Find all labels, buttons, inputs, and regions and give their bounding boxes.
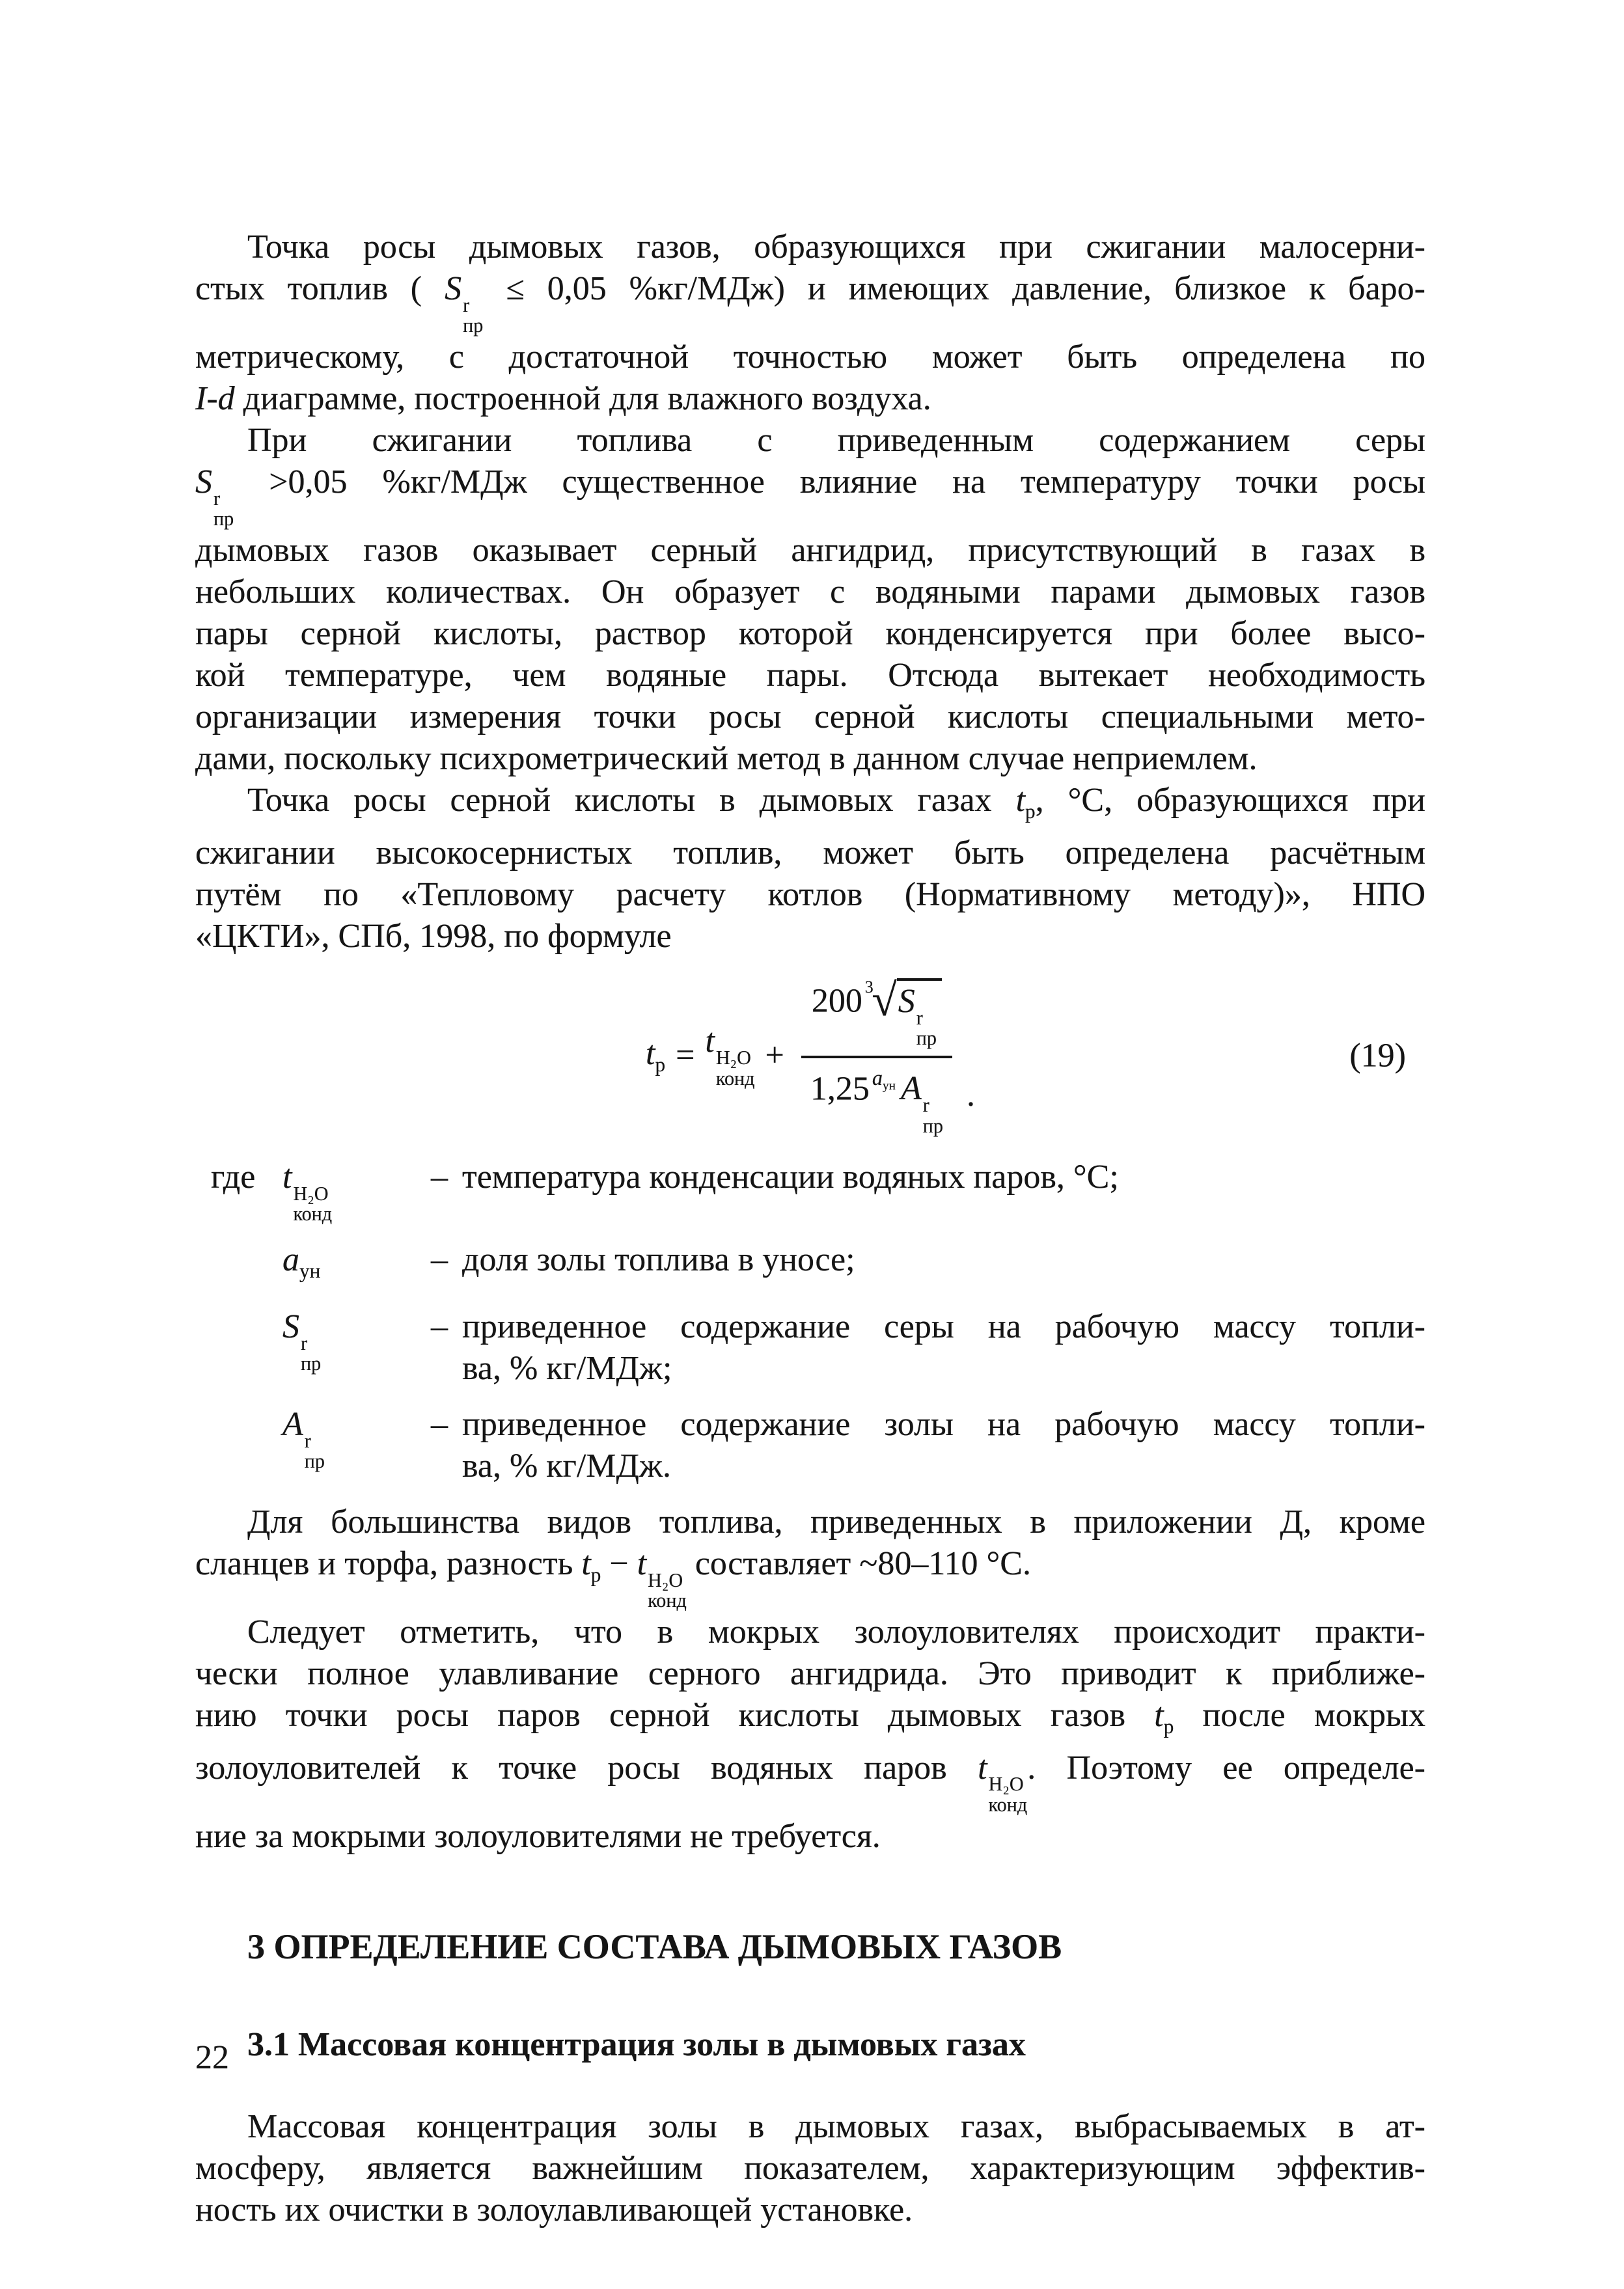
text-line: Массовая концентрация золы в дымовых газах, выбрасываемых в ат- [247, 2107, 1425, 2145]
text-line: дымовых газов оказывает серный ангидрид, присутствующий в газах в [195, 532, 1425, 569]
text-line: организации измерения точки росы серной кислоты специальными мето- [195, 698, 1425, 735]
base-value: 1,25 [810, 1070, 870, 1108]
radical-sign: √ [872, 975, 897, 1026]
subsection-heading-3-1: 3.1 Массовая концентрация золы в дымовых газах [247, 2025, 1026, 2063]
definition-row [195, 1404, 1425, 1487]
paragraph-high-sulfur-influence [195, 420, 1425, 780]
exponent-a-un: $a_{ун}$ [872, 1065, 896, 1093]
text-fragment: >0,05 %кг/МДж существенное влияние на температуру точки росы [234, 463, 1425, 500]
section-heading-3: 3 ОПРЕДЕЛЕНИЕ СОСТАВА ДЫМОВЫХ ГАЗОВ [247, 1926, 1062, 1966]
symbol-t-dew: $t_р$ [1015, 782, 1036, 823]
text-fragment: диаграмме, построенной для влажного воздуха. [234, 380, 931, 417]
text-line: «ЦКТИ», СПб, 1998, по формуле [195, 917, 672, 955]
text-line [195, 378, 1425, 420]
symbol-t-cond: t H₂O конд [978, 1749, 1028, 1816]
text-fragment: после мокрых [1174, 1696, 1425, 1734]
text-line: сжигании высокосернистых топлив, может быть определена расчётным [195, 834, 1425, 871]
paragraph-acid-dew-point-calc [195, 780, 1425, 957]
text-line: дами, поскольку психрометрический метод в данном случае неприемлем. [195, 740, 1258, 777]
paragraph-ash-concentration [195, 2106, 1425, 2231]
text-line [195, 268, 1425, 336]
symbol-t-dew: $t_р$ [1154, 1696, 1174, 1738]
symbol-t-cond: t H₂O конд [637, 1544, 687, 1612]
text-fragment: , °С, образующихся при [1035, 782, 1425, 819]
text-line: Для большинства видов топлива, приведенных в приложении Д, кроме [247, 1503, 1425, 1541]
symbol-a-pr: A r пр [901, 1070, 943, 1137]
symbol-t-cond: t H₂O конд [705, 1022, 755, 1090]
equation-number: (19) [1349, 1037, 1406, 1075]
text-fragment: нию точки росы паров серной кислоты дымовых газов [195, 1696, 1155, 1734]
text-block [195, 226, 1425, 2231]
definition-text: температура конденсации водяных паров, °С; [462, 1158, 1119, 1196]
symbol-a-un: $a_{ун}$ [282, 1240, 321, 1282]
paragraph-wet-ash-collectors [195, 1611, 1425, 1857]
paragraph-dew-point-low-sulfur [195, 226, 1425, 420]
text-line: Точка росы дымовых газов, образующихся при сжигании малосерни- [247, 228, 1425, 266]
symbol-t-dew: $t_р$ [646, 1035, 666, 1076]
symbol-a-pr: A r пр [282, 1405, 325, 1473]
formula-period: . [966, 1076, 975, 1114]
minus-sign: − [601, 1544, 637, 1582]
definition-row [195, 1157, 1425, 1225]
page-number: 22 [195, 2039, 229, 2076]
text-fragment: стых топлив ( [195, 270, 445, 307]
definition-row [195, 1306, 1425, 1390]
text-line [195, 1695, 1425, 1748]
symbol-id-diagram: I-d [195, 380, 235, 417]
denominator [801, 1058, 952, 1137]
symbol-t-dew: $t_р$ [581, 1544, 601, 1586]
text-fragment: золоуловителей к точке росы водяных паров [195, 1749, 978, 1787]
definition-text: приведенное содержание серы на рабочую массу топли- ва, % кг/МДж; [462, 1308, 1425, 1387]
text-fragment: сланцев и торфа, разность [195, 1544, 582, 1582]
dash: – [431, 1240, 448, 1278]
coefficient: 200 [811, 982, 862, 1020]
paragraph-difference-range [195, 1501, 1425, 1611]
radicand [897, 978, 942, 1049]
text-line: мосферу, является важнейшим показателем, характеризующим эффектив- [195, 2149, 1425, 2187]
dash: – [431, 1405, 448, 1443]
where-label: где [211, 1158, 256, 1196]
text-line: путём по «Тепловому расчету котлов (Нормативному методу)», НПО [195, 875, 1425, 913]
text-line [195, 1543, 1425, 1611]
fraction [801, 974, 952, 1136]
text-line: Следует отметить, что в мокрых золоуловителях происходит практи- [247, 1613, 1425, 1651]
definitions-list [195, 1157, 1425, 1487]
equals-sign: = [676, 1037, 695, 1075]
text-line: пары серной кислоты, раствор которой конденсируется при более высо- [195, 615, 1425, 652]
symbol-s-pr: S r пр [282, 1308, 322, 1375]
plus-sign: + [765, 1037, 784, 1075]
definition-text: приведенное содержание золы на рабочую массу топли- ва, % кг/МДж. [462, 1405, 1425, 1485]
symbol-s-pr: S r пр [445, 270, 484, 337]
text-fragment: составляет ~80–110 °С. [686, 1544, 1031, 1582]
root-index: 3 [864, 977, 874, 996]
text-fragment: Точка росы серной кислоты в дымовых газах [247, 782, 1016, 819]
text-line [195, 1748, 1425, 1816]
symbol-t-cond: t H₂O конд [282, 1158, 333, 1226]
equation [646, 974, 975, 1136]
text-line: чески полное улавливание серного ангидрида. Это приводит к приближе- [195, 1654, 1425, 1692]
symbol-s-pr: S r пр [898, 982, 937, 1050]
text-line: небольших количествах. Он образует с водяными парами дымовых газов [195, 573, 1425, 610]
dash: – [431, 1308, 448, 1345]
text-line: При сжигании топлива с приведенным содержанием серы [247, 422, 1425, 459]
definition-text: доля золы топлива в уносе; [462, 1240, 855, 1278]
text-line: ность их очистки в золоулавливающей установке. [195, 2191, 913, 2228]
symbol-s-pr: S r пр [195, 463, 234, 530]
text-line: ние за мокрыми золоуловителями не требуется. [195, 1817, 881, 1855]
formula-19 [195, 975, 1425, 1137]
definition-row [195, 1239, 1425, 1292]
text-fragment: . Поэтому ее определе- [1027, 1749, 1426, 1787]
numerator [801, 974, 952, 1058]
dash: – [431, 1158, 448, 1196]
text-fragment: ≤ 0,05 %кг/МДж) и имеющих давление, близкое к баро- [483, 270, 1425, 307]
text-line [195, 780, 1425, 832]
text-line: кой температуре, чем водяные пары. Отсюда вытекает необходимость [195, 657, 1425, 694]
text-line: метрическому, с достаточной точностью может быть определена по [195, 338, 1425, 376]
text-line [195, 461, 1425, 530]
